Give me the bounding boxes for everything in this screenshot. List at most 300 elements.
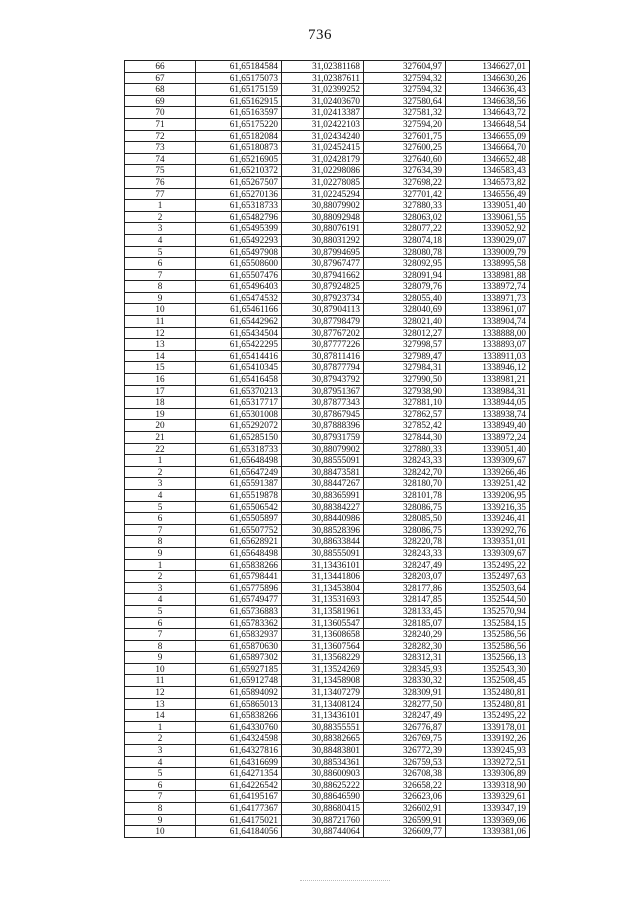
table-row — [125, 432, 530, 444]
y-coordinate-cell: 1338911,03 — [446, 350, 530, 362]
point-number-cell: 11 — [125, 675, 196, 687]
y-coordinate-cell: 1339292,76 — [446, 524, 530, 536]
x-coordinate-cell: 328345,93 — [364, 663, 446, 675]
point-number-cell: 67 — [125, 72, 196, 84]
x-coordinate-cell: 326609,77 — [364, 826, 446, 838]
table-row — [125, 281, 530, 293]
x-coordinate-cell: 326772,39 — [364, 745, 446, 757]
y-coordinate-cell: 1346655,09 — [446, 130, 530, 142]
x-coordinate-cell: 327880,33 — [364, 200, 446, 212]
longitude-cell: 30,87798479 — [282, 316, 364, 328]
longitude-cell: 30,88721760 — [282, 814, 364, 826]
latitude-cell: 61,65838266 — [196, 710, 282, 722]
latitude-cell: 61,65461166 — [196, 304, 282, 316]
latitude-cell: 61,65434504 — [196, 327, 282, 339]
latitude-cell: 61,65270136 — [196, 188, 282, 200]
latitude-cell: 61,65519878 — [196, 489, 282, 501]
table-row — [125, 95, 530, 107]
table-row — [125, 118, 530, 130]
y-coordinate-cell: 1346573,82 — [446, 176, 530, 188]
x-coordinate-cell: 328063,02 — [364, 211, 446, 223]
point-number-cell: 22 — [125, 443, 196, 455]
y-coordinate-cell: 1352495,22 — [446, 559, 530, 571]
y-coordinate-cell: 1338961,07 — [446, 304, 530, 316]
longitude-cell: 31,02278085 — [282, 176, 364, 188]
point-number-cell: 2 — [125, 571, 196, 583]
y-coordinate-cell: 1352497,63 — [446, 571, 530, 583]
longitude-cell: 31,02381168 — [282, 61, 364, 73]
longitude-cell: 31,13531693 — [282, 594, 364, 606]
table-row — [125, 350, 530, 362]
footer-divider — [300, 880, 390, 881]
x-coordinate-cell: 328247,49 — [364, 710, 446, 722]
x-coordinate-cell: 327640,60 — [364, 153, 446, 165]
point-number-cell: 10 — [125, 304, 196, 316]
table-row — [125, 327, 530, 339]
longitude-cell: 30,88633844 — [282, 536, 364, 548]
x-coordinate-cell: 328277,50 — [364, 698, 446, 710]
longitude-cell: 30,88079902 — [282, 200, 364, 212]
table-row — [125, 582, 530, 594]
x-coordinate-cell: 328077,22 — [364, 223, 446, 235]
latitude-cell: 61,65798441 — [196, 571, 282, 583]
point-number-cell: 76 — [125, 176, 196, 188]
latitude-cell: 61,65301008 — [196, 408, 282, 420]
point-number-cell: 3 — [125, 478, 196, 490]
x-coordinate-cell: 328055,40 — [364, 292, 446, 304]
longitude-cell: 31,13605547 — [282, 617, 364, 629]
point-number-cell: 21 — [125, 432, 196, 444]
point-number-cell: 7 — [125, 524, 196, 536]
y-coordinate-cell: 1339051,40 — [446, 200, 530, 212]
latitude-cell: 61,65496403 — [196, 281, 282, 293]
longitude-cell: 31,13581961 — [282, 605, 364, 617]
x-coordinate-cell: 326776,87 — [364, 721, 446, 733]
latitude-cell: 61,65749477 — [196, 594, 282, 606]
longitude-cell: 31,02298086 — [282, 165, 364, 177]
longitude-cell: 30,87767202 — [282, 327, 364, 339]
x-coordinate-cell: 328330,32 — [364, 675, 446, 687]
table-row — [125, 687, 530, 699]
point-number-cell: 66 — [125, 61, 196, 73]
latitude-cell: 61,65318733 — [196, 443, 282, 455]
latitude-cell: 61,65505897 — [196, 513, 282, 525]
point-number-cell: 74 — [125, 153, 196, 165]
longitude-cell: 30,87811416 — [282, 350, 364, 362]
point-number-cell: 71 — [125, 118, 196, 130]
latitude-cell: 61,65182084 — [196, 130, 282, 142]
latitude-cell: 61,65865013 — [196, 698, 282, 710]
latitude-cell: 61,65783362 — [196, 617, 282, 629]
y-coordinate-cell: 1346652,48 — [446, 153, 530, 165]
y-coordinate-cell: 1352584,15 — [446, 617, 530, 629]
latitude-cell: 61,65507752 — [196, 524, 282, 536]
longitude-cell: 30,87867945 — [282, 408, 364, 420]
point-number-cell: 13 — [125, 698, 196, 710]
longitude-cell: 31,13524269 — [282, 663, 364, 675]
longitude-cell: 30,88355551 — [282, 721, 364, 733]
point-number-cell: 70 — [125, 107, 196, 119]
y-coordinate-cell: 1346643,72 — [446, 107, 530, 119]
point-number-cell: 9 — [125, 652, 196, 664]
y-coordinate-cell: 1339306,89 — [446, 768, 530, 780]
longitude-cell: 30,88680415 — [282, 803, 364, 815]
y-coordinate-cell: 1338949,40 — [446, 420, 530, 432]
table-row — [125, 258, 530, 270]
longitude-cell: 31,13436101 — [282, 710, 364, 722]
table-row — [125, 420, 530, 432]
table-row — [125, 466, 530, 478]
x-coordinate-cell: 327600,25 — [364, 142, 446, 154]
longitude-cell: 30,88031292 — [282, 234, 364, 246]
table-row — [125, 223, 530, 235]
point-number-cell: 10 — [125, 826, 196, 838]
point-number-cell: 4 — [125, 756, 196, 768]
y-coordinate-cell: 1339381,06 — [446, 826, 530, 838]
x-coordinate-cell: 327701,42 — [364, 188, 446, 200]
x-coordinate-cell: 327998,57 — [364, 339, 446, 351]
table-row — [125, 397, 530, 409]
y-coordinate-cell: 1338893,07 — [446, 339, 530, 351]
latitude-cell: 61,65927185 — [196, 663, 282, 675]
latitude-cell: 61,65292072 — [196, 420, 282, 432]
latitude-cell: 61,65442962 — [196, 316, 282, 328]
longitude-cell: 30,87941662 — [282, 269, 364, 281]
y-coordinate-cell: 1352543,30 — [446, 663, 530, 675]
x-coordinate-cell: 327938,90 — [364, 385, 446, 397]
latitude-cell: 61,65422295 — [196, 339, 282, 351]
latitude-cell: 61,65870630 — [196, 640, 282, 652]
y-coordinate-cell: 1338888,00 — [446, 327, 530, 339]
longitude-cell: 30,88483801 — [282, 745, 364, 757]
longitude-cell: 31,13436101 — [282, 559, 364, 571]
latitude-cell: 61,64316699 — [196, 756, 282, 768]
x-coordinate-cell: 327594,32 — [364, 72, 446, 84]
x-coordinate-cell: 328243,33 — [364, 547, 446, 559]
latitude-cell: 61,64324598 — [196, 733, 282, 745]
point-number-cell: 72 — [125, 130, 196, 142]
table-row — [125, 443, 530, 455]
x-coordinate-cell: 326769,75 — [364, 733, 446, 745]
y-coordinate-cell: 1352586,56 — [446, 640, 530, 652]
latitude-cell: 61,64195167 — [196, 791, 282, 803]
y-coordinate-cell: 1346627,01 — [446, 61, 530, 73]
longitude-cell: 31,02428179 — [282, 153, 364, 165]
table-row — [125, 246, 530, 258]
longitude-cell: 30,87931759 — [282, 432, 364, 444]
table-row — [125, 779, 530, 791]
x-coordinate-cell: 327604,97 — [364, 61, 446, 73]
x-coordinate-cell: 326599,91 — [364, 814, 446, 826]
x-coordinate-cell: 327990,50 — [364, 374, 446, 386]
x-coordinate-cell: 327862,57 — [364, 408, 446, 420]
longitude-cell: 30,87943792 — [282, 374, 364, 386]
longitude-cell: 30,88365991 — [282, 489, 364, 501]
point-number-cell: 2 — [125, 211, 196, 223]
y-coordinate-cell: 1346648,54 — [446, 118, 530, 130]
table-row — [125, 501, 530, 513]
longitude-cell: 30,87877794 — [282, 362, 364, 374]
longitude-cell: 31,13453804 — [282, 582, 364, 594]
latitude-cell: 61,65897302 — [196, 652, 282, 664]
table-row — [125, 571, 530, 583]
latitude-cell: 61,65175073 — [196, 72, 282, 84]
point-number-cell: 17 — [125, 385, 196, 397]
table-row — [125, 269, 530, 281]
point-number-cell: 6 — [125, 617, 196, 629]
longitude-cell: 31,13607564 — [282, 640, 364, 652]
latitude-cell: 61,65506542 — [196, 501, 282, 513]
y-coordinate-cell: 1339266,46 — [446, 466, 530, 478]
point-number-cell: 2 — [125, 733, 196, 745]
y-coordinate-cell: 1352480,81 — [446, 698, 530, 710]
point-number-cell: 16 — [125, 374, 196, 386]
table-row — [125, 72, 530, 84]
point-number-cell: 3 — [125, 223, 196, 235]
y-coordinate-cell: 1346664,70 — [446, 142, 530, 154]
table-row — [125, 374, 530, 386]
longitude-cell: 30,88447267 — [282, 478, 364, 490]
point-number-cell: 5 — [125, 246, 196, 258]
longitude-cell: 31,13441806 — [282, 571, 364, 583]
point-number-cell: 75 — [125, 165, 196, 177]
y-coordinate-cell: 1338938,74 — [446, 408, 530, 420]
table-row — [125, 234, 530, 246]
longitude-cell: 30,88440986 — [282, 513, 364, 525]
y-coordinate-cell: 1339178,01 — [446, 721, 530, 733]
point-number-cell: 9 — [125, 814, 196, 826]
table-row — [125, 385, 530, 397]
point-number-cell: 2 — [125, 466, 196, 478]
latitude-cell: 61,65736883 — [196, 605, 282, 617]
y-coordinate-cell: 1352544,50 — [446, 594, 530, 606]
table-row — [125, 130, 530, 142]
longitude-cell: 30,88092948 — [282, 211, 364, 223]
longitude-cell: 31,02245294 — [282, 188, 364, 200]
point-number-cell: 3 — [125, 582, 196, 594]
point-number-cell: 8 — [125, 536, 196, 548]
table-row — [125, 826, 530, 838]
y-coordinate-cell: 1338971,73 — [446, 292, 530, 304]
x-coordinate-cell: 328282,30 — [364, 640, 446, 652]
table-row — [125, 142, 530, 154]
x-coordinate-cell: 328180,70 — [364, 478, 446, 490]
y-coordinate-cell: 1346638,56 — [446, 95, 530, 107]
longitude-cell: 30,87904113 — [282, 304, 364, 316]
table-row — [125, 594, 530, 606]
longitude-cell: 30,88600903 — [282, 768, 364, 780]
latitude-cell: 61,65497908 — [196, 246, 282, 258]
table-row — [125, 791, 530, 803]
longitude-cell: 31,13568229 — [282, 652, 364, 664]
longitude-cell: 31,13407279 — [282, 687, 364, 699]
table-row — [125, 200, 530, 212]
point-number-cell: 1 — [125, 200, 196, 212]
point-number-cell: 1 — [125, 559, 196, 571]
point-number-cell: 69 — [125, 95, 196, 107]
y-coordinate-cell: 1352495,22 — [446, 710, 530, 722]
point-number-cell: 3 — [125, 745, 196, 757]
point-number-cell: 12 — [125, 327, 196, 339]
y-coordinate-cell: 1339051,40 — [446, 443, 530, 455]
latitude-cell: 61,65180873 — [196, 142, 282, 154]
longitude-cell: 30,88076191 — [282, 223, 364, 235]
y-coordinate-cell: 1346583,43 — [446, 165, 530, 177]
y-coordinate-cell: 1352586,56 — [446, 629, 530, 641]
coordinates-table — [124, 60, 530, 838]
latitude-cell: 61,64175021 — [196, 814, 282, 826]
x-coordinate-cell: 328040,69 — [364, 304, 446, 316]
point-number-cell: 10 — [125, 663, 196, 675]
longitude-cell: 30,88382665 — [282, 733, 364, 745]
latitude-cell: 61,65267507 — [196, 176, 282, 188]
x-coordinate-cell: 328220,78 — [364, 536, 446, 548]
x-coordinate-cell: 327698,22 — [364, 176, 446, 188]
point-number-cell: 77 — [125, 188, 196, 200]
latitude-cell: 61,65647249 — [196, 466, 282, 478]
point-number-cell: 7 — [125, 791, 196, 803]
x-coordinate-cell: 327984,31 — [364, 362, 446, 374]
x-coordinate-cell: 327580,64 — [364, 95, 446, 107]
table-row — [125, 675, 530, 687]
latitude-cell: 61,65482796 — [196, 211, 282, 223]
y-coordinate-cell: 1339245,93 — [446, 745, 530, 757]
table-row — [125, 524, 530, 536]
table-row — [125, 176, 530, 188]
y-coordinate-cell: 1339251,42 — [446, 478, 530, 490]
table-row — [125, 803, 530, 815]
table-row — [125, 362, 530, 374]
point-number-cell: 20 — [125, 420, 196, 432]
y-coordinate-cell: 1338904,74 — [446, 316, 530, 328]
table-row — [125, 316, 530, 328]
x-coordinate-cell: 327881,10 — [364, 397, 446, 409]
longitude-cell: 30,88473581 — [282, 466, 364, 478]
latitude-cell: 61,65163597 — [196, 107, 282, 119]
point-number-cell: 13 — [125, 339, 196, 351]
y-coordinate-cell: 1346556,49 — [446, 188, 530, 200]
x-coordinate-cell: 326708,38 — [364, 768, 446, 780]
table-row — [125, 107, 530, 119]
x-coordinate-cell: 327844,30 — [364, 432, 446, 444]
table-row — [125, 455, 530, 467]
table-row — [125, 84, 530, 96]
latitude-cell: 61,65175220 — [196, 118, 282, 130]
x-coordinate-cell: 328101,78 — [364, 489, 446, 501]
latitude-cell: 61,64271354 — [196, 768, 282, 780]
x-coordinate-cell: 328240,29 — [364, 629, 446, 641]
table-row — [125, 652, 530, 664]
point-number-cell: 6 — [125, 779, 196, 791]
table-row — [125, 629, 530, 641]
point-number-cell: 14 — [125, 350, 196, 362]
y-coordinate-cell: 1339351,01 — [446, 536, 530, 548]
y-coordinate-cell: 1339009,79 — [446, 246, 530, 258]
latitude-cell: 61,65648498 — [196, 455, 282, 467]
latitude-cell: 61,65285150 — [196, 432, 282, 444]
latitude-cell: 61,65370213 — [196, 385, 282, 397]
coordinates-table-body — [125, 61, 530, 838]
longitude-cell: 31,13408124 — [282, 698, 364, 710]
point-number-cell: 73 — [125, 142, 196, 154]
table-row — [125, 211, 530, 223]
longitude-cell: 31,02422103 — [282, 118, 364, 130]
latitude-cell: 61,65628921 — [196, 536, 282, 548]
longitude-cell: 31,02452415 — [282, 142, 364, 154]
y-coordinate-cell: 1352566,13 — [446, 652, 530, 664]
longitude-cell: 31,02413387 — [282, 107, 364, 119]
table-row — [125, 640, 530, 652]
table-row — [125, 478, 530, 490]
y-coordinate-cell: 1339329,61 — [446, 791, 530, 803]
table-row — [125, 153, 530, 165]
y-coordinate-cell: 1338946,12 — [446, 362, 530, 374]
x-coordinate-cell: 328147,85 — [364, 594, 446, 606]
point-number-cell: 1 — [125, 455, 196, 467]
latitude-cell: 61,65775896 — [196, 582, 282, 594]
table-row — [125, 745, 530, 757]
x-coordinate-cell: 326759,53 — [364, 756, 446, 768]
latitude-cell: 61,65832937 — [196, 629, 282, 641]
latitude-cell: 61,65317717 — [196, 397, 282, 409]
x-coordinate-cell: 327989,47 — [364, 350, 446, 362]
y-coordinate-cell: 1339216,35 — [446, 501, 530, 513]
longitude-cell: 30,87888396 — [282, 420, 364, 432]
point-number-cell: 4 — [125, 234, 196, 246]
x-coordinate-cell: 327880,33 — [364, 443, 446, 455]
table-row — [125, 547, 530, 559]
longitude-cell: 30,88646590 — [282, 791, 364, 803]
x-coordinate-cell: 327594,20 — [364, 118, 446, 130]
point-number-cell: 8 — [125, 281, 196, 293]
point-number-cell: 11 — [125, 316, 196, 328]
table-row — [125, 165, 530, 177]
latitude-cell: 61,65414416 — [196, 350, 282, 362]
table-row — [125, 663, 530, 675]
x-coordinate-cell: 328247,49 — [364, 559, 446, 571]
latitude-cell: 61,65591387 — [196, 478, 282, 490]
y-coordinate-cell: 1352480,81 — [446, 687, 530, 699]
point-number-cell: 8 — [125, 640, 196, 652]
y-coordinate-cell: 1352508,45 — [446, 675, 530, 687]
table-row — [125, 756, 530, 768]
latitude-cell: 61,65175159 — [196, 84, 282, 96]
table-row — [125, 292, 530, 304]
latitude-cell: 61,65210372 — [196, 165, 282, 177]
longitude-cell: 30,87924825 — [282, 281, 364, 293]
longitude-cell: 30,87951367 — [282, 385, 364, 397]
page-number: 736 — [308, 27, 332, 43]
table-row — [125, 721, 530, 733]
y-coordinate-cell: 1338981,21 — [446, 374, 530, 386]
longitude-cell: 31,02399252 — [282, 84, 364, 96]
latitude-cell: 61,65495399 — [196, 223, 282, 235]
latitude-cell: 61,65492293 — [196, 234, 282, 246]
point-number-cell: 8 — [125, 803, 196, 815]
latitude-cell: 61,65410345 — [196, 362, 282, 374]
latitude-cell: 61,64177367 — [196, 803, 282, 815]
x-coordinate-cell: 328185,07 — [364, 617, 446, 629]
y-coordinate-cell: 1339369,06 — [446, 814, 530, 826]
table-row — [125, 489, 530, 501]
longitude-cell: 30,88555091 — [282, 547, 364, 559]
x-coordinate-cell: 328203,07 — [364, 571, 446, 583]
x-coordinate-cell: 327581,32 — [364, 107, 446, 119]
longitude-cell: 31,13458908 — [282, 675, 364, 687]
x-coordinate-cell: 327601,75 — [364, 130, 446, 142]
x-coordinate-cell: 328242,70 — [364, 466, 446, 478]
latitude-cell: 61,65508600 — [196, 258, 282, 270]
